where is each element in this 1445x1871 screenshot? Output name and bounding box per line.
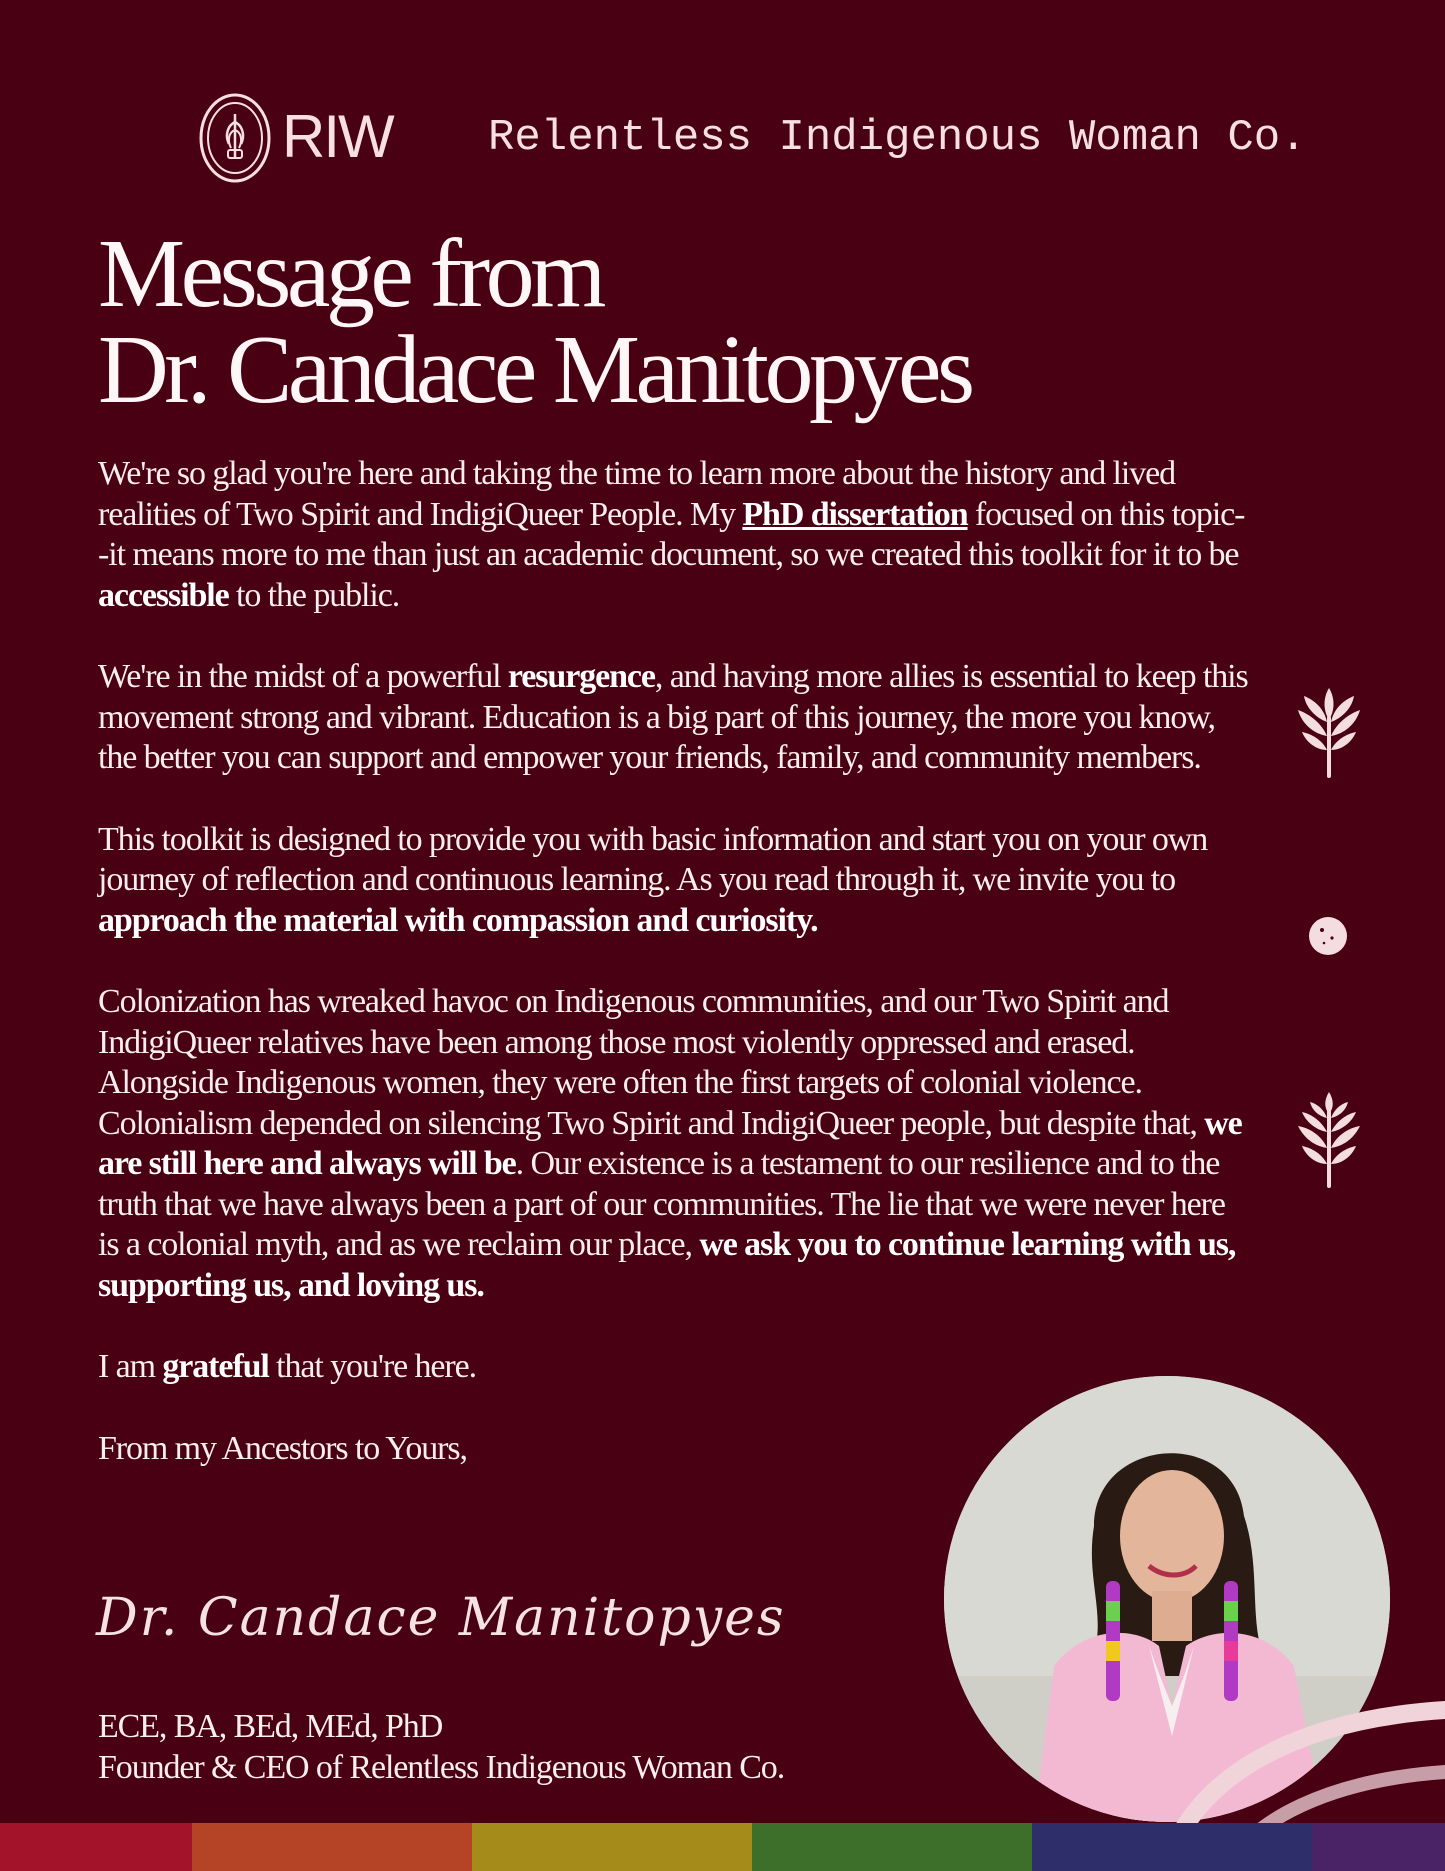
p3-bold-1: approach the material with compassion and curiosity. xyxy=(98,901,818,939)
credentials-degrees: ECE, BA, BEd, MEd, PhD xyxy=(98,1708,443,1745)
credentials xyxy=(98,1706,784,1788)
paragraph-3 xyxy=(98,820,1248,942)
p2-bold-1: resurgence xyxy=(507,658,655,695)
phd-dissertation-link[interactable]: PhD dissertation xyxy=(742,495,968,533)
dot-icon xyxy=(1308,916,1348,956)
p4-text-1: Colonization has wreaked havoc on Indigenous communities, and our Two Spirit and IndigiQueer relatives have been among those most violently oppressed and erased. Alongside Indigenous women, they were often the first targets of colonial violence. Colonialism depended on silencing Two Spirit and IndigiQueer people, but despite that, xyxy=(98,983,1205,1142)
header xyxy=(0,88,1445,188)
p4-text-2: . Our existence is a testament to our resilience and to the truth that we have always been a part of our communities. The lie that we were never here is a colonial myth, and as we reclaim our place, xyxy=(98,1145,1225,1263)
logo-emblem-icon xyxy=(198,92,272,184)
p1-text-1: We're so glad you're here and taking the time to learn more about the history and lived realities of Two Spirit and IndigiQueer People. My xyxy=(98,455,1176,533)
company-name: Relentless Indigenous Woman Co. xyxy=(488,113,1307,163)
paragraph-2 xyxy=(98,657,1248,779)
logo-text: RIW xyxy=(282,103,393,170)
p3-text-1: This toolkit is designed to provide you with basic information and start you on your own journey of reflection and continuous learning. As you read through it, we invite you to xyxy=(98,820,1208,898)
p6-text-1: From my Ancestors to Yours, xyxy=(98,1429,467,1467)
credentials-role: Founder & CEO of Relentless Indigenous Woman Co. xyxy=(98,1749,785,1786)
fern-leaf-icon xyxy=(1296,1090,1362,1190)
paragraph-1 xyxy=(98,454,1248,616)
rainbow-blue xyxy=(1032,1823,1312,1871)
title-line-2: Dr. Candace Manitopyes xyxy=(98,316,971,424)
letter-body xyxy=(98,454,1248,1510)
p4-bold-2: we ask you to continue learning with us, supporting us, and loving us. xyxy=(98,1226,1236,1304)
p5-bold-1: grateful xyxy=(162,1348,269,1385)
rainbow-purple xyxy=(1312,1823,1445,1871)
p4-bold-1: we are still here and always will be xyxy=(98,1104,1242,1182)
p5-text-1: I am xyxy=(98,1348,163,1385)
paragraph-4 xyxy=(98,982,1248,1306)
riw-logo[interactable] xyxy=(198,92,393,184)
p2-text-1: We're in the midst of a powerful xyxy=(98,658,508,695)
rainbow-yellow xyxy=(472,1823,752,1871)
p1-text-2: focused on this topic--it means more to me than just an academic document, so we created this toolkit for it to be xyxy=(98,495,1245,573)
paragraph-5 xyxy=(98,1347,1248,1388)
rainbow-bar xyxy=(0,1823,1445,1871)
signature: Dr. Candace Manitopyes xyxy=(96,1588,786,1648)
page-title xyxy=(98,220,971,424)
p5-text-2: that you're here. xyxy=(268,1348,476,1385)
p1-bold-1: accessible xyxy=(98,576,229,614)
p1-text-3: to the public. xyxy=(228,576,400,614)
rainbow-orange xyxy=(192,1823,472,1871)
rainbow-green xyxy=(752,1823,1032,1871)
title-line-1: Message from xyxy=(98,220,602,328)
p2-text-2: , and having more allies is essential to keep this movement strong and vibrant. Education is a big part of this journey, the more you know, the better you can support and empower your friends, family, and community members. xyxy=(98,658,1248,776)
wheat-leaf-icon xyxy=(1294,680,1364,782)
rainbow-red xyxy=(0,1823,192,1871)
